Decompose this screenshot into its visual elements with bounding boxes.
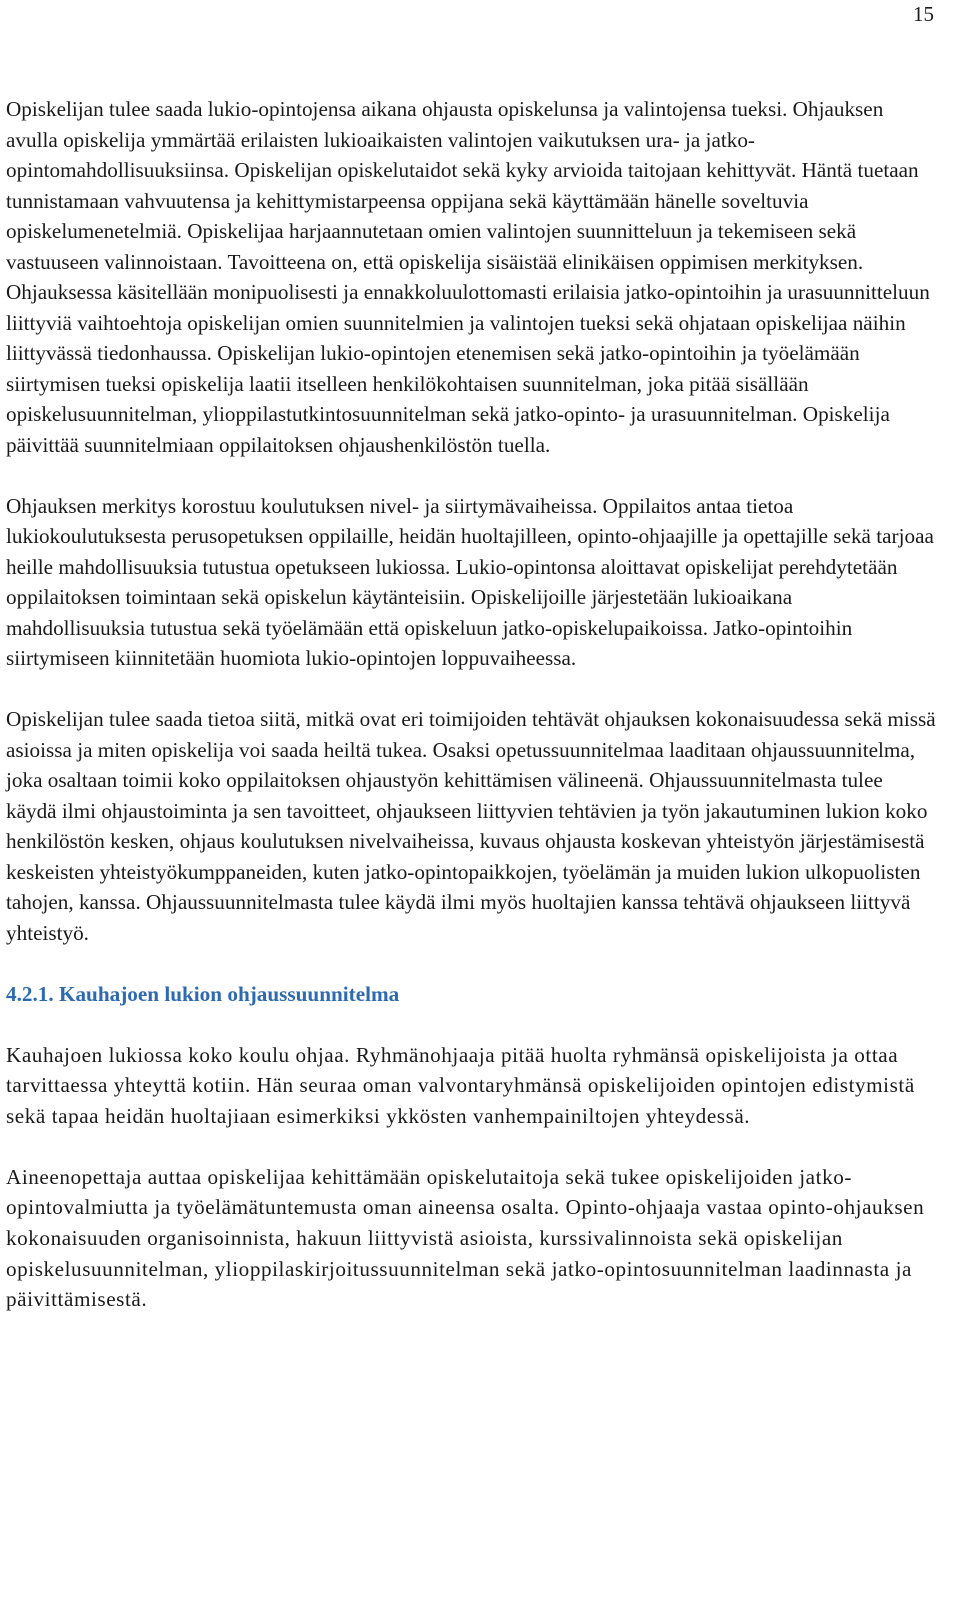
paragraph-guidance-intro: Opiskelijan tulee saada lukio-opintojensa aikana ohjausta opiskelunsa ja valintojensa tueksi. Ohjauksen avulla opiskelija ymmärtää erilaisten lukioaikaisten valintojen vaikutuksen ura- ja jatko-opintomahdollisuuksiinsa. Opiskelijan opiskelutaidot sekä kyky arvioida taitojaan kehittyvät. Häntä tuetaan tunnistamaan vahvuutensa ja kehittymistarpeensa oppijana sekä käyttämään hänelle soveltuvia opiskelumenetelmiä. Opiskelijaa harjaannutetaan omien valintojen suunnitteluun ja tekemiseen sekä vastuuseen valinnoistaan. Tavoitteena on, että opiskelija sisäistää elinikäisen oppimisen merkityksen. Ohjauksessa käsitellään monipuolisesti ja ennakkoluulottomasti erilaisia jatko-opintoihin ja urasuunnitteluun liittyviä vaihtoehtoja opiskelijan omien suunnitelmien ja valintojen tueksi sekä ohjataan opiskelijaa näihin liittyvässä tiedonhaussa. Opiskelijan lukio-opintojen etenemisen sekä jatko-opintoihin ja työelämään siirtymisen tueksi opiskelija laatii itselleen henkilökohtaisen suunnitelman, joka pitää sisällään opiskelusuunnitelman, ylioppilastutkintosuunnitelman sekä jatko-opinto- ja urasuunnitelman. Opiskelija päivittää suunnitelmiaan oppilaitoksen ohjaushenkilöstön tuella. (6, 97, 930, 457)
document-body (6, 94, 936, 1315)
paragraph-transition-phases: Ohjauksen merkitys korostuu koulutuksen nivel- ja siirtymävaiheissa. Oppilaitos antaa tietoa lukiokoulutuksesta perusopetuksen oppilaille, heidän huoltajilleen, opinto-ohjaajille ja opettajille sekä tarjoaa heille mahdollisuuksia tutustua opetukseen lukiossa. Lukio-opintonsa aloittavat opiskelijat perehdytetään oppilaitoksen toimintaan sekä opiskelun käytänteisiin. Opiskelijoille järjestetään lukioaikana mahdollisuuksia tutustua sekä työelämään että opiskeluun jatko-opiskelupaikoissa. Jatko-opintoihin siirtymiseen kiinnitetään huomiota lukio-opintojen loppuvaiheessa. (6, 493, 934, 670)
paragraph-subject-teacher: Aineenopettaja auttaa opiskelijaa kehittämään opiskelutaitoja sekä tukee opiskelijoiden jatko-opintovalmiutta ja työelämätuntemusta oman aineensa osalta. Opinto-ohjaaja vastaa opinto-ohjauksen kokonaisuuden organisoinnista, hakuun liittyvistä asioista, kurssivalinnoista sekä opiskelijan opiskelusuunnitelman, ylioppilaskirjoitussuunnitelman sekä jatko-opintosuunnitelman laadinnasta ja päivittämisestä. (6, 1164, 925, 1312)
page-number: 15 (913, 2, 934, 26)
section-heading: 4.2.1. Kauhajoen lukion ohjaussuunnitelma (6, 982, 400, 1006)
paragraph-guidance-plan: Opiskelijan tulee saada tietoa siitä, mitkä ovat eri toimijoiden tehtävät ohjauksen kokonaisuudessa sekä missä asioissa ja miten opiskelija voi saada heiltä tukea. Osaksi opetussuunnitelmaa laaditaan ohjaussuunnitelma, joka osaltaan toimii koko oppilaitoksen ohjaustyön kehittämisen välineenä. Ohjaussuunnitelmasta tulee käydä ilmi ohjaustoiminta ja sen tavoitteet, ohjaukseen liittyvien tehtävien ja työn jakautuminen lukion koko henkilöstön kesken, ohjaus koulutuksen nivelvaiheissa, kuvaus ohjausta koskevan yhteistyön järjestämisestä keskeisten yhteistyökumppaneiden, kuten jatko-opintopaikkojen, työelämän ja muiden lukion ulkopuolisten tahojen, kanssa. Ohjaussuunnitelmasta tulee käydä ilmi myös huoltajien kanssa tehtävä ohjaukseen liittyvä yhteistyö. (6, 707, 936, 945)
paragraph-group-advisor: Kauhajoen lukiossa koko koulu ohjaa. Ryhmänohjaaja pitää huolta ryhmänsä opiskelijoista ja ottaa tarvittaessa yhteyttä kotiin. Hän seuraa oman valvontaryhmänsä opiskelijoiden opintojen edistymistä sekä tapaa heidän huoltajiaan esimerkiksi ykkösten vanhempainiltojen yhteydessä. (6, 1042, 915, 1128)
